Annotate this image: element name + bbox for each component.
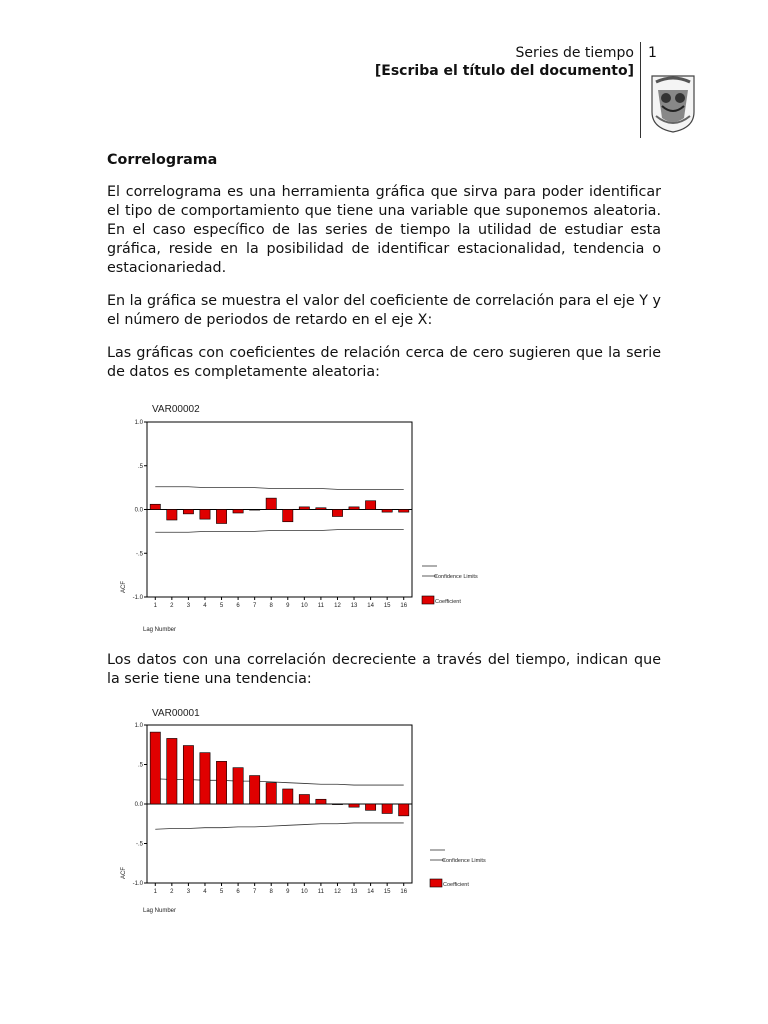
x-tick-label: 10 — [301, 603, 308, 609]
y-axis-label: ACF — [121, 581, 127, 593]
correlogram-chart-var00001 — [112, 700, 502, 920]
acf-bar — [233, 768, 243, 804]
acf-bar — [349, 507, 359, 510]
x-tick-label: 10 — [301, 889, 308, 895]
x-tick-label: 11 — [317, 603, 325, 609]
x-tick-label: 1 — [153, 889, 157, 895]
acf-bar — [250, 776, 260, 804]
acf-bar — [382, 804, 392, 813]
y-tick-label: 0.0 — [134, 507, 143, 514]
x-tick-label: 7 — [252, 889, 257, 895]
x-tick-label: 11 — [317, 889, 325, 895]
acf-bar — [332, 804, 342, 805]
x-tick-label: 7 — [252, 603, 257, 609]
x-tick-label: 14 — [367, 603, 374, 609]
random-series-paragraph — [107, 344, 661, 382]
acf-bar — [299, 795, 309, 804]
lower-confidence-limit — [155, 823, 403, 829]
legend-label-coefficient: Coefficient — [435, 599, 461, 605]
y-tick-label: .5 — [137, 463, 143, 470]
x-tick-label: 12 — [334, 889, 341, 895]
acf-bar — [150, 504, 160, 509]
y-tick-label: .5 — [137, 762, 143, 769]
x-tick-label: 8 — [269, 889, 273, 895]
paragraph-text: Las gráficas con coeficientes de relación cerca de cero sugieren que la serie de datos es completamente aleatoria: — [107, 345, 661, 380]
document-title-placeholder[interactable]: [Escriba el título del documento] — [374, 63, 634, 79]
paragraph-text: Los datos con una correlación decreciente a través del tiempo, indican que la serie tiene una tendencia: — [107, 652, 661, 687]
acf-bar — [365, 804, 375, 810]
acf-bar — [167, 510, 177, 521]
axes-description-paragraph — [107, 292, 661, 330]
legend-swatch-coefficient — [422, 596, 434, 604]
acf-bar — [283, 789, 293, 804]
legend-label-confidence: Confidence Limits — [434, 574, 478, 580]
x-axis-label: Lag Number — [143, 908, 177, 914]
x-tick-label: 5 — [219, 889, 224, 895]
legend-swatch-coefficient — [430, 879, 442, 887]
x-tick-label: 8 — [269, 603, 273, 609]
x-tick-label: 1 — [153, 603, 157, 609]
lower-confidence-limit — [155, 530, 403, 533]
acf-bar — [183, 510, 193, 514]
page-number: 1 — [648, 45, 657, 61]
acf-bar — [316, 508, 326, 510]
y-tick-label: -1.0 — [132, 595, 143, 601]
x-tick-label: 13 — [350, 603, 358, 609]
x-tick-label: 15 — [383, 603, 391, 609]
x-tick-label: 4 — [203, 603, 207, 609]
upper-confidence-limit — [155, 487, 403, 490]
x-tick-label: 12 — [334, 603, 341, 609]
acf-bar — [299, 507, 309, 510]
acf-bar — [316, 799, 326, 804]
acf-bar — [266, 783, 276, 804]
y-tick-label: -1.0 — [132, 881, 143, 887]
x-tick-label: 9 — [286, 889, 290, 895]
chart-title: VAR00002 — [152, 404, 200, 415]
acf-bar — [399, 510, 409, 513]
x-tick-label: 6 — [236, 603, 240, 609]
acf-bar — [200, 753, 210, 804]
x-axis-label: Lag Number — [143, 627, 177, 633]
acf-bar — [150, 732, 160, 804]
acf-bar — [349, 804, 359, 807]
acf-bar — [216, 510, 226, 524]
x-tick-label: 4 — [203, 889, 207, 895]
y-tick-label: 1.0 — [134, 420, 143, 426]
paragraph-text: En la gráfica se muestra el valor del coeficiente de correlación para el eje Y y el número de periodos de retardo en el eje X: — [107, 293, 661, 328]
legend-label-coefficient: Coefficient — [443, 882, 469, 888]
x-tick-label: 3 — [186, 889, 191, 895]
legend-label-confidence: Confidence Limits — [442, 858, 486, 864]
x-tick-label: 16 — [400, 889, 408, 895]
section-title: Correlograma — [107, 152, 218, 168]
acf-bar — [399, 804, 409, 816]
x-tick-label: 3 — [186, 603, 191, 609]
x-tick-label: 6 — [236, 889, 240, 895]
y-tick-label: -.5 — [135, 551, 143, 558]
acf-bar — [200, 510, 210, 520]
x-tick-label: 15 — [383, 889, 391, 895]
intro-paragraph — [107, 183, 661, 278]
y-tick-label: -.5 — [135, 841, 143, 848]
x-tick-label: 14 — [367, 889, 374, 895]
acf-bar — [183, 746, 193, 804]
y-axis-label: ACF — [121, 867, 127, 879]
x-tick-label: 9 — [286, 603, 290, 609]
acf-bar — [382, 510, 392, 513]
acf-bar — [167, 738, 177, 804]
chart-svg — [112, 700, 502, 920]
x-tick-label: 13 — [350, 889, 358, 895]
acf-bar — [332, 510, 342, 517]
paragraph-text: El correlograma es una herramienta gráfica que sirva para poder identificar el tipo de comportamiento que tiene una variable que suponemos aleatoria. En el caso específico de las series de tiempo la utilidad de estudiar esta gráfica, reside en la posibilidad de identificar estacionalidad, tendencia o estacionariedad. — [107, 184, 661, 276]
acf-bar — [266, 498, 276, 509]
x-tick-label: 2 — [170, 603, 174, 609]
y-tick-label: 0.0 — [134, 802, 143, 808]
x-tick-label: 16 — [400, 603, 408, 609]
acf-bar — [216, 761, 226, 804]
x-tick-label: 5 — [219, 603, 224, 609]
acf-bar — [233, 510, 243, 514]
header-divider — [640, 42, 641, 138]
x-tick-label: 2 — [170, 889, 174, 895]
chart-title: VAR00001 — [152, 708, 200, 719]
university-seal-icon — [648, 72, 698, 134]
acf-bar — [365, 501, 375, 510]
chart-svg — [112, 398, 502, 638]
header-series-label: Series de tiempo — [515, 45, 634, 61]
trend-series-paragraph — [107, 651, 661, 689]
correlogram-chart-var00002 — [112, 398, 502, 638]
acf-bar — [283, 510, 293, 522]
acf-bar — [250, 510, 260, 511]
y-tick-label: 1.0 — [134, 723, 143, 729]
